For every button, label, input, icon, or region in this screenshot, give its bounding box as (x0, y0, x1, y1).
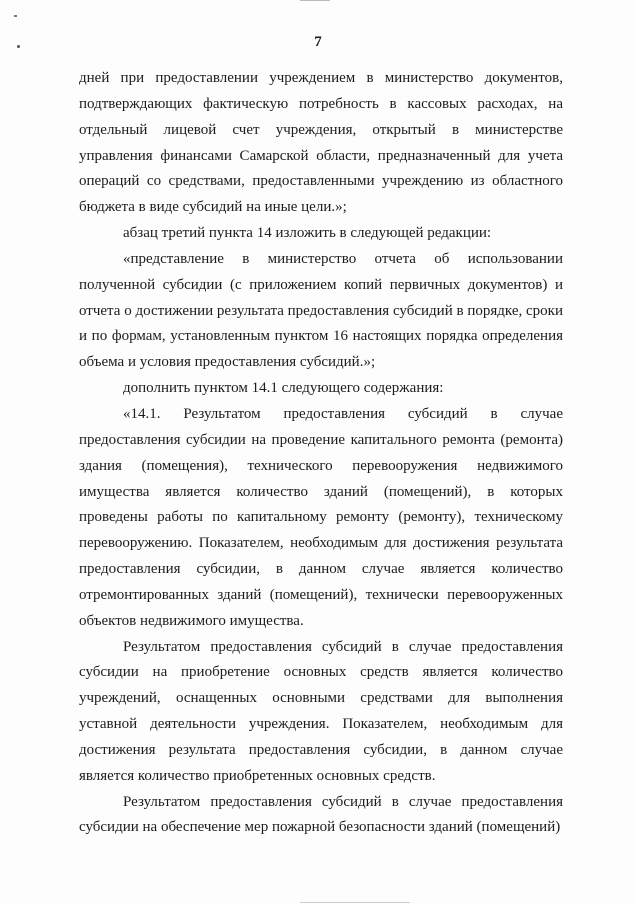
text-line: достижения результата предоставления субсидии, в данном случае (79, 741, 563, 758)
document-body (79, 66, 563, 841)
text-line: уставной деятельности учреждения. Показателем, необходимым для (79, 716, 563, 733)
text-line: отремонтированных зданий (помещений), технически перевооруженных (79, 586, 563, 603)
paragraph (79, 247, 563, 376)
text-line: является количество приобретенных основных средств. (79, 767, 436, 784)
text-line: Результатом предоставления субсидий в случае предоставления (123, 793, 563, 810)
text-line: объема и условия предоставления субсидий.»; (79, 354, 376, 371)
paragraph (79, 221, 563, 247)
text-line: полученной субсидии (с приложением копий первичных документов) и (79, 276, 563, 293)
text-line: здания (помещения), технического перевооружения недвижимого (79, 457, 563, 474)
text-line: перевооружению. Показателем, необходимым для достижения результата (79, 535, 563, 552)
paragraph (79, 376, 563, 402)
paragraph (79, 790, 563, 842)
paragraph (79, 402, 563, 635)
text-line: управления финансами Самарской области, предназначенный для учета (79, 147, 563, 164)
text-line: «представление в министерство отчета об использовании (123, 250, 563, 267)
text-line: субсидии на приобретение основных средств является количество (79, 664, 563, 681)
scan-mark (300, 0, 330, 1)
paragraph (79, 66, 563, 221)
text-line: субсидии на обеспечение мер пожарной безопасности зданий (помещений) (79, 819, 561, 836)
text-line: учреждений, оснащенных основными средствами для выполнения (79, 690, 563, 707)
text-line: операций со средствами, предоставленными учреждению из областного (79, 173, 563, 190)
text-line: дополнить пунктом 14.1 следующего содержания: (123, 380, 444, 397)
text-line: «14.1. Результатом предоставления субсидий в случае (123, 405, 563, 422)
text-line: предоставления субсидии, в данном случае является количество (79, 561, 563, 578)
text-line: отчета о достижении результата предоставления субсидий в порядке, сроки (79, 302, 563, 319)
text-line: предоставления субсидии на проведение капитального ремонта (ремонта) (79, 431, 563, 448)
page-number: 7 (314, 34, 322, 50)
scan-mark (14, 15, 17, 17)
text-line: имущества является количество зданий (помещений), в которых (79, 483, 563, 500)
text-line: дней при предоставлении учреждением в министерство документов, (79, 70, 563, 86)
text-line: подтверждающих фактическую потребность в кассовых расходах, на (79, 95, 563, 112)
text-line: объектов недвижимого имущества. (79, 612, 304, 629)
text-line: и по формам, установленным пунктом 16 настоящих порядка определения (79, 328, 563, 345)
text-line: бюджета в виде субсидий на иные цели.»; (79, 199, 347, 216)
text-line: отдельный лицевой счет учреждения, открытый в министерстве (79, 121, 563, 138)
text-line: абзац третий пункта 14 изложить в следующей редакции: (123, 225, 492, 242)
text-line: проведены работы по капитальному ремонту (ремонту), техническому (79, 509, 563, 526)
paragraph (79, 635, 563, 790)
scan-mark (300, 902, 410, 903)
text-line: Результатом предоставления субсидий в случае предоставления (123, 638, 563, 655)
